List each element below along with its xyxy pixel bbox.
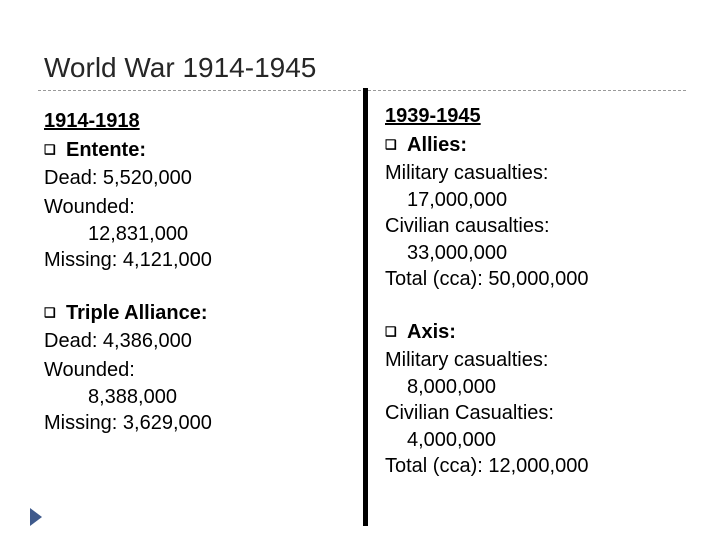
allies-civilian-value: 33,000,000 bbox=[407, 242, 508, 264]
slide-title: World War 1914-1945 bbox=[44, 52, 317, 83]
axis-military-label: Military casualties: bbox=[385, 349, 549, 371]
square-bullet-icon: ❑ bbox=[385, 137, 397, 152]
allies-heading bbox=[385, 131, 705, 159]
triple-alliance-missing: Missing: 3,629,000 bbox=[44, 412, 212, 434]
allies-civilian-label: Civilian causalties: bbox=[385, 215, 550, 237]
square-bullet-icon: ❑ bbox=[44, 142, 56, 157]
triple-alliance-wounded-value: 8,388,000 bbox=[88, 386, 177, 408]
triple-alliance-label: Triple Alliance: bbox=[66, 302, 208, 324]
entente-heading bbox=[44, 136, 354, 164]
axis-military-value: 8,000,000 bbox=[407, 376, 496, 398]
axis-civilian-label: Civilian Casualties: bbox=[385, 402, 554, 424]
axis-civilian-value: 4,000,000 bbox=[407, 429, 496, 451]
axis-heading bbox=[385, 318, 705, 346]
allies-military-label: Military casualties: bbox=[385, 162, 549, 184]
allies-label: Allies: bbox=[407, 134, 468, 156]
entente-missing: Missing: 4,121,000 bbox=[44, 249, 212, 271]
allies-total: Total (cca): 50,000,000 bbox=[385, 268, 589, 290]
play-arrow-icon[interactable] bbox=[30, 508, 42, 526]
triple-alliance-heading bbox=[44, 299, 354, 327]
right-column-ww2 bbox=[385, 102, 705, 481]
triple-alliance-wounded-label: Wounded: bbox=[44, 359, 135, 381]
allies-military-value: 17,000,000 bbox=[407, 189, 508, 211]
triple-alliance-dead: Dead: 4,386,000 bbox=[44, 330, 192, 352]
column-divider bbox=[363, 88, 368, 526]
period-heading-ww2: 1939-1945 bbox=[385, 105, 481, 127]
left-column-ww1 bbox=[44, 107, 354, 438]
entente-label: Entente: bbox=[66, 139, 146, 161]
square-bullet-icon: ❑ bbox=[44, 305, 56, 320]
axis-label: Axis: bbox=[407, 321, 456, 343]
axis-total: Total (cca): 12,000,000 bbox=[385, 455, 589, 477]
entente-dead: Dead: 5,520,000 bbox=[44, 167, 192, 189]
entente-wounded-value: 12,831,000 bbox=[88, 223, 189, 245]
period-heading-ww1: 1914-1918 bbox=[44, 110, 140, 132]
entente-wounded-label: Wounded: bbox=[44, 196, 135, 218]
square-bullet-icon: ❑ bbox=[385, 324, 397, 339]
title-divider bbox=[38, 90, 686, 91]
